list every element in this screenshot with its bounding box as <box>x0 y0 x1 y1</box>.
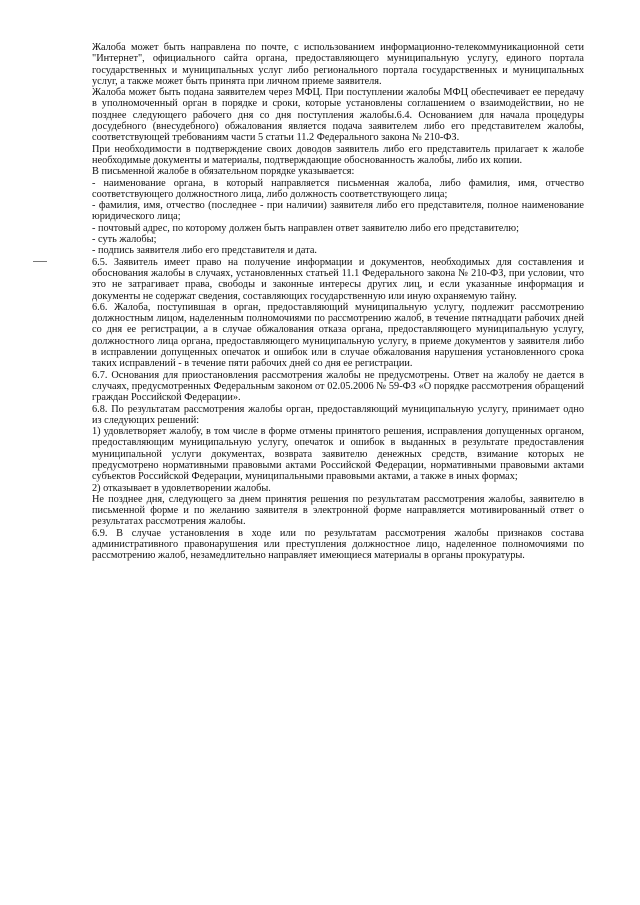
paragraph-6-9: 6.9. В случае установления в ходе или по результатам рассмотрения жалобы признаков состава административного правонарушения или преступления должностное лицо, наделенное полномочиями по рассмотрению жалоб, незамедлительно направляет имеющиеся материалы в органы прокуратуры. <box>92 527 584 562</box>
paragraph-list-item-essence: - суть жалобы; <box>92 234 157 246</box>
paragraph-list-item-signature: - подпись заявителя либо его представителя и дата. <box>92 245 317 257</box>
paragraph-6-8: 6.8. По результатам рассмотрения жалобы орган, предоставляющий муниципальную услугу, принимает одно из следующих решений: <box>92 403 584 426</box>
margin-dash <box>33 261 47 262</box>
paragraph-list-item-organ-name: - наименование органа, в который направляется письменная жалоба, либо фамилия, имя, отчество соответствующего должностного лица, либо должность соответствующего лица; <box>92 177 584 200</box>
paragraph-list-item-postal-address: - почтовый адрес, по которому должен быть направлен ответ заявителю либо его представителю; <box>92 222 519 234</box>
paragraph-response-deadline: Не позднее дня, следующего за днем принятия решения по результатам рассмотрения жалобы, заявителю в письменной форме и по желанию заявителя в электронной форме направляется мотивированный ответ о результатах рассмотрения жалобы. <box>92 493 584 528</box>
paragraph-required-contents-intro: В письменной жалобе в обязательном порядке указывается: <box>92 166 355 178</box>
document-body <box>92 42 584 562</box>
paragraph-mfc-submission: Жалоба может быть подана заявителем через МФЦ. При поступлении жалобы МФЦ обеспечивает ее передачу в уполномоченный орган в порядке и сроки, которые установлены соглашением о взаимодействии, но не позднее следующего рабочего дня со дня поступления жалобы.6.4. Основанием для начала процедуры досудебного (внесудебного) обжалования является подача заявителем либо его представителем жалобы, соответствующей требованиям части 5 статьи 11.2 Федерального закона № 210-ФЗ. <box>92 87 584 144</box>
paragraph-6-5: 6.5. Заявитель имеет право на получение информации и документов, необходимых для составления и обоснования жалобы в случаях, установленных статьей 11.1 Федерального закона № 210-ФЗ, при условии, что это не затрагивает права, свободы и законные интересы других лиц, и если указанные информация и документы не содержат сведения, составляющих государственную или иную охраняемую тайну. <box>92 256 584 302</box>
paragraph-list-item-applicant-name: - фамилия, имя, отчество (последнее - при наличии) заявителя либо его представителя, полное наименование юридического лица; <box>92 200 584 223</box>
paragraph-decision-satisfy: 1) удовлетворяет жалобу, в том числе в форме отмены принятого решения, исправления допущенных органом, предоставляющим муниципальную услугу, опечаток и ошибок в выданных в результате предоставления муниципальной услуги документах, возврата заявителю денежных средств, взимание которых не предусмотрено нормативными правовыми актами Российской Федерации, нормативными правовыми актами субъектов Российской Федерации, муниципальными правовыми актами, а также в иных формах; <box>92 426 584 483</box>
paragraph-6-6: 6.6. Жалоба, поступившая в орган, предоставляющий муниципальную услугу, подлежит рассмотрению должностным лицом, наделенным полномочиями по рассмотрению жалоб, в течение пятнадцати рабочих дней со дня ее регистрации, а в случае обжалования отказа органа, предоставляющего муниципальную услугу, должностного лица органа, предоставляющего муниципальную услугу, в приеме документов у заявителя либо в исправлении допущенных опечаток и ошибок или в случае обжалования нарушения установленного срока таких исправлений - в течение пяти рабочих дней со дня ее регистрации. <box>92 301 584 370</box>
paragraph-decision-refuse: 2) отказывает в удовлетворении жалобы. <box>92 482 271 494</box>
paragraph-supporting-documents: При необходимости в подтверждение своих доводов заявитель либо его представитель прилагает к жалобе необходимые документы и материалы, подтверждающие обоснованность жалобы, либо их копии. <box>92 143 584 166</box>
paragraph-6-7: 6.7. Основания для приостановления рассмотрения жалобы не предусмотрены. Ответ на жалобу не дается в случаях, предусмотренных Федеральным законом от 02.05.2006 № 59-ФЗ «О порядке рассмотрения обращений граждан Российской Федерации». <box>92 369 584 404</box>
paragraph-submission-channels: Жалоба может быть направлена по почте, с использованием информационно-телекоммуникационной сети "Интернет", официального сайта органа, предоставляющего муниципальную услугу, единого портала государственных и муниципальных услуг либо регионального портала государственных и муниципальных услуг, а также может быть принята при личном приеме заявителя. <box>92 42 584 87</box>
